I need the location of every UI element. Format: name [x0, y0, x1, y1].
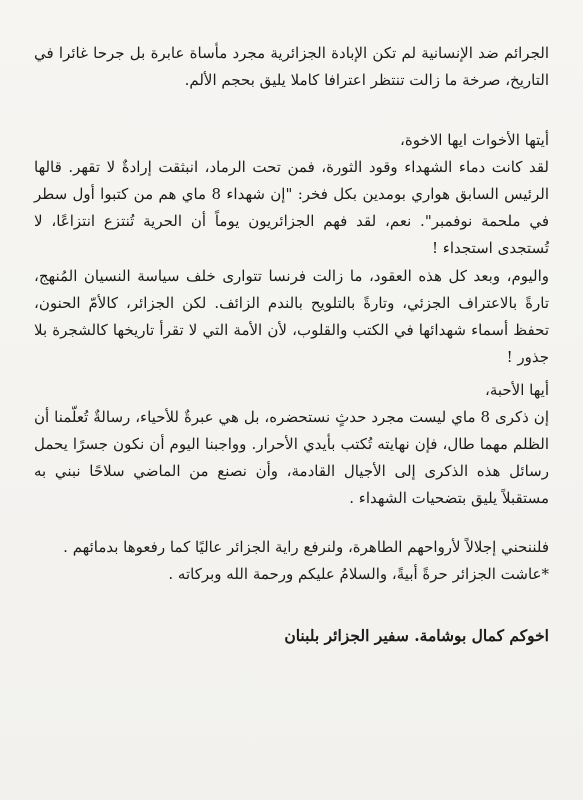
paragraph-3-text: واليوم، وبعد كل هذه العقود، ما زالت فرنسا تتوارى خلف سياسة النسيان المُنهج، تارةً بالاعتراف الجزئي، وتارةً بالتلويح بالندم الزائف. لكن الجزائر، كالأمّ الحنون، تحفظ أسماء شهدائها في الكتب والقلوب، لأن الأمة التي لا تقرأ تاريخها كالشجرة بلا جذور !: [34, 267, 549, 366]
greeting-2-text: أيها الأحبة،: [485, 381, 549, 399]
greeting-1-text: أيتها الأخوات ايها الاخوة،: [400, 131, 549, 149]
letter-paragraph-3: [34, 263, 549, 371]
signature: [34, 622, 549, 649]
closing-line-2-text: *عاشت الجزائر حرةً أبيةً، والسلامُ عليكم ورحمة الله وبركاته .: [168, 565, 549, 583]
closing-line-2: [34, 561, 549, 588]
paragraph-2-text: لقد كانت دماء الشهداء وقود الثورة، فمن تحت الرماد، انبثقت إرادةٌ لا تقهر. قالها الرئيس السابق هواري بومدين بكل فخر: "إن شهداء 8 ماي هم من كتبوا أول سطر في ملحمة نوفمبر". نعم، لقد فهم الجزائريون يوماً أن الحرية تُنتزع انتزاعًا، لا تُستجدى استجداء !: [34, 158, 549, 257]
signature-text: اخوكم كمال بوشامة. سفير الجزائر بلبنان: [284, 626, 549, 645]
greeting-beloved: [34, 377, 549, 404]
closing-line-1-text: فلننحني إجلالاً لأرواحهم الطاهرة، ولنرفع راية الجزائر عاليًا كما رفعوها بدمائهم .: [63, 538, 549, 556]
letter-paragraph-1: [34, 40, 549, 94]
letter-paragraph-2: [34, 154, 549, 262]
paragraph-4-text: إن ذكرى 8 ماي ليست مجرد حدثٍ نستحضره، بل هي عبرةٌ للأحياء، رسالةٌ تُعلّمنا أن الظلم مهما طال، فإن نهايته تُكتب بأيدي الأحرار. وواجبنا اليوم أن نكون جسرًا يحمل رسائل هذه الذكرى إلى الأجيال القادمة، وأن نصنع من الماضي سلاحًا نبني به مستقبلاً يليق بتضحيات الشهداء .: [34, 408, 549, 507]
closing-line-1: [34, 534, 549, 561]
paragraph-1-text: الجرائم ضد الإنسانية لم تكن الإبادة الجزائرية مجرد مأساة عابرة بل جرحا غائرا في التاريخ، صرخة ما زالت تنتظر اعترافا كاملا يليق بحجم الألم.: [34, 44, 549, 89]
letter-paragraph-4: [34, 404, 549, 512]
greeting-sisters-brothers: [34, 127, 549, 154]
